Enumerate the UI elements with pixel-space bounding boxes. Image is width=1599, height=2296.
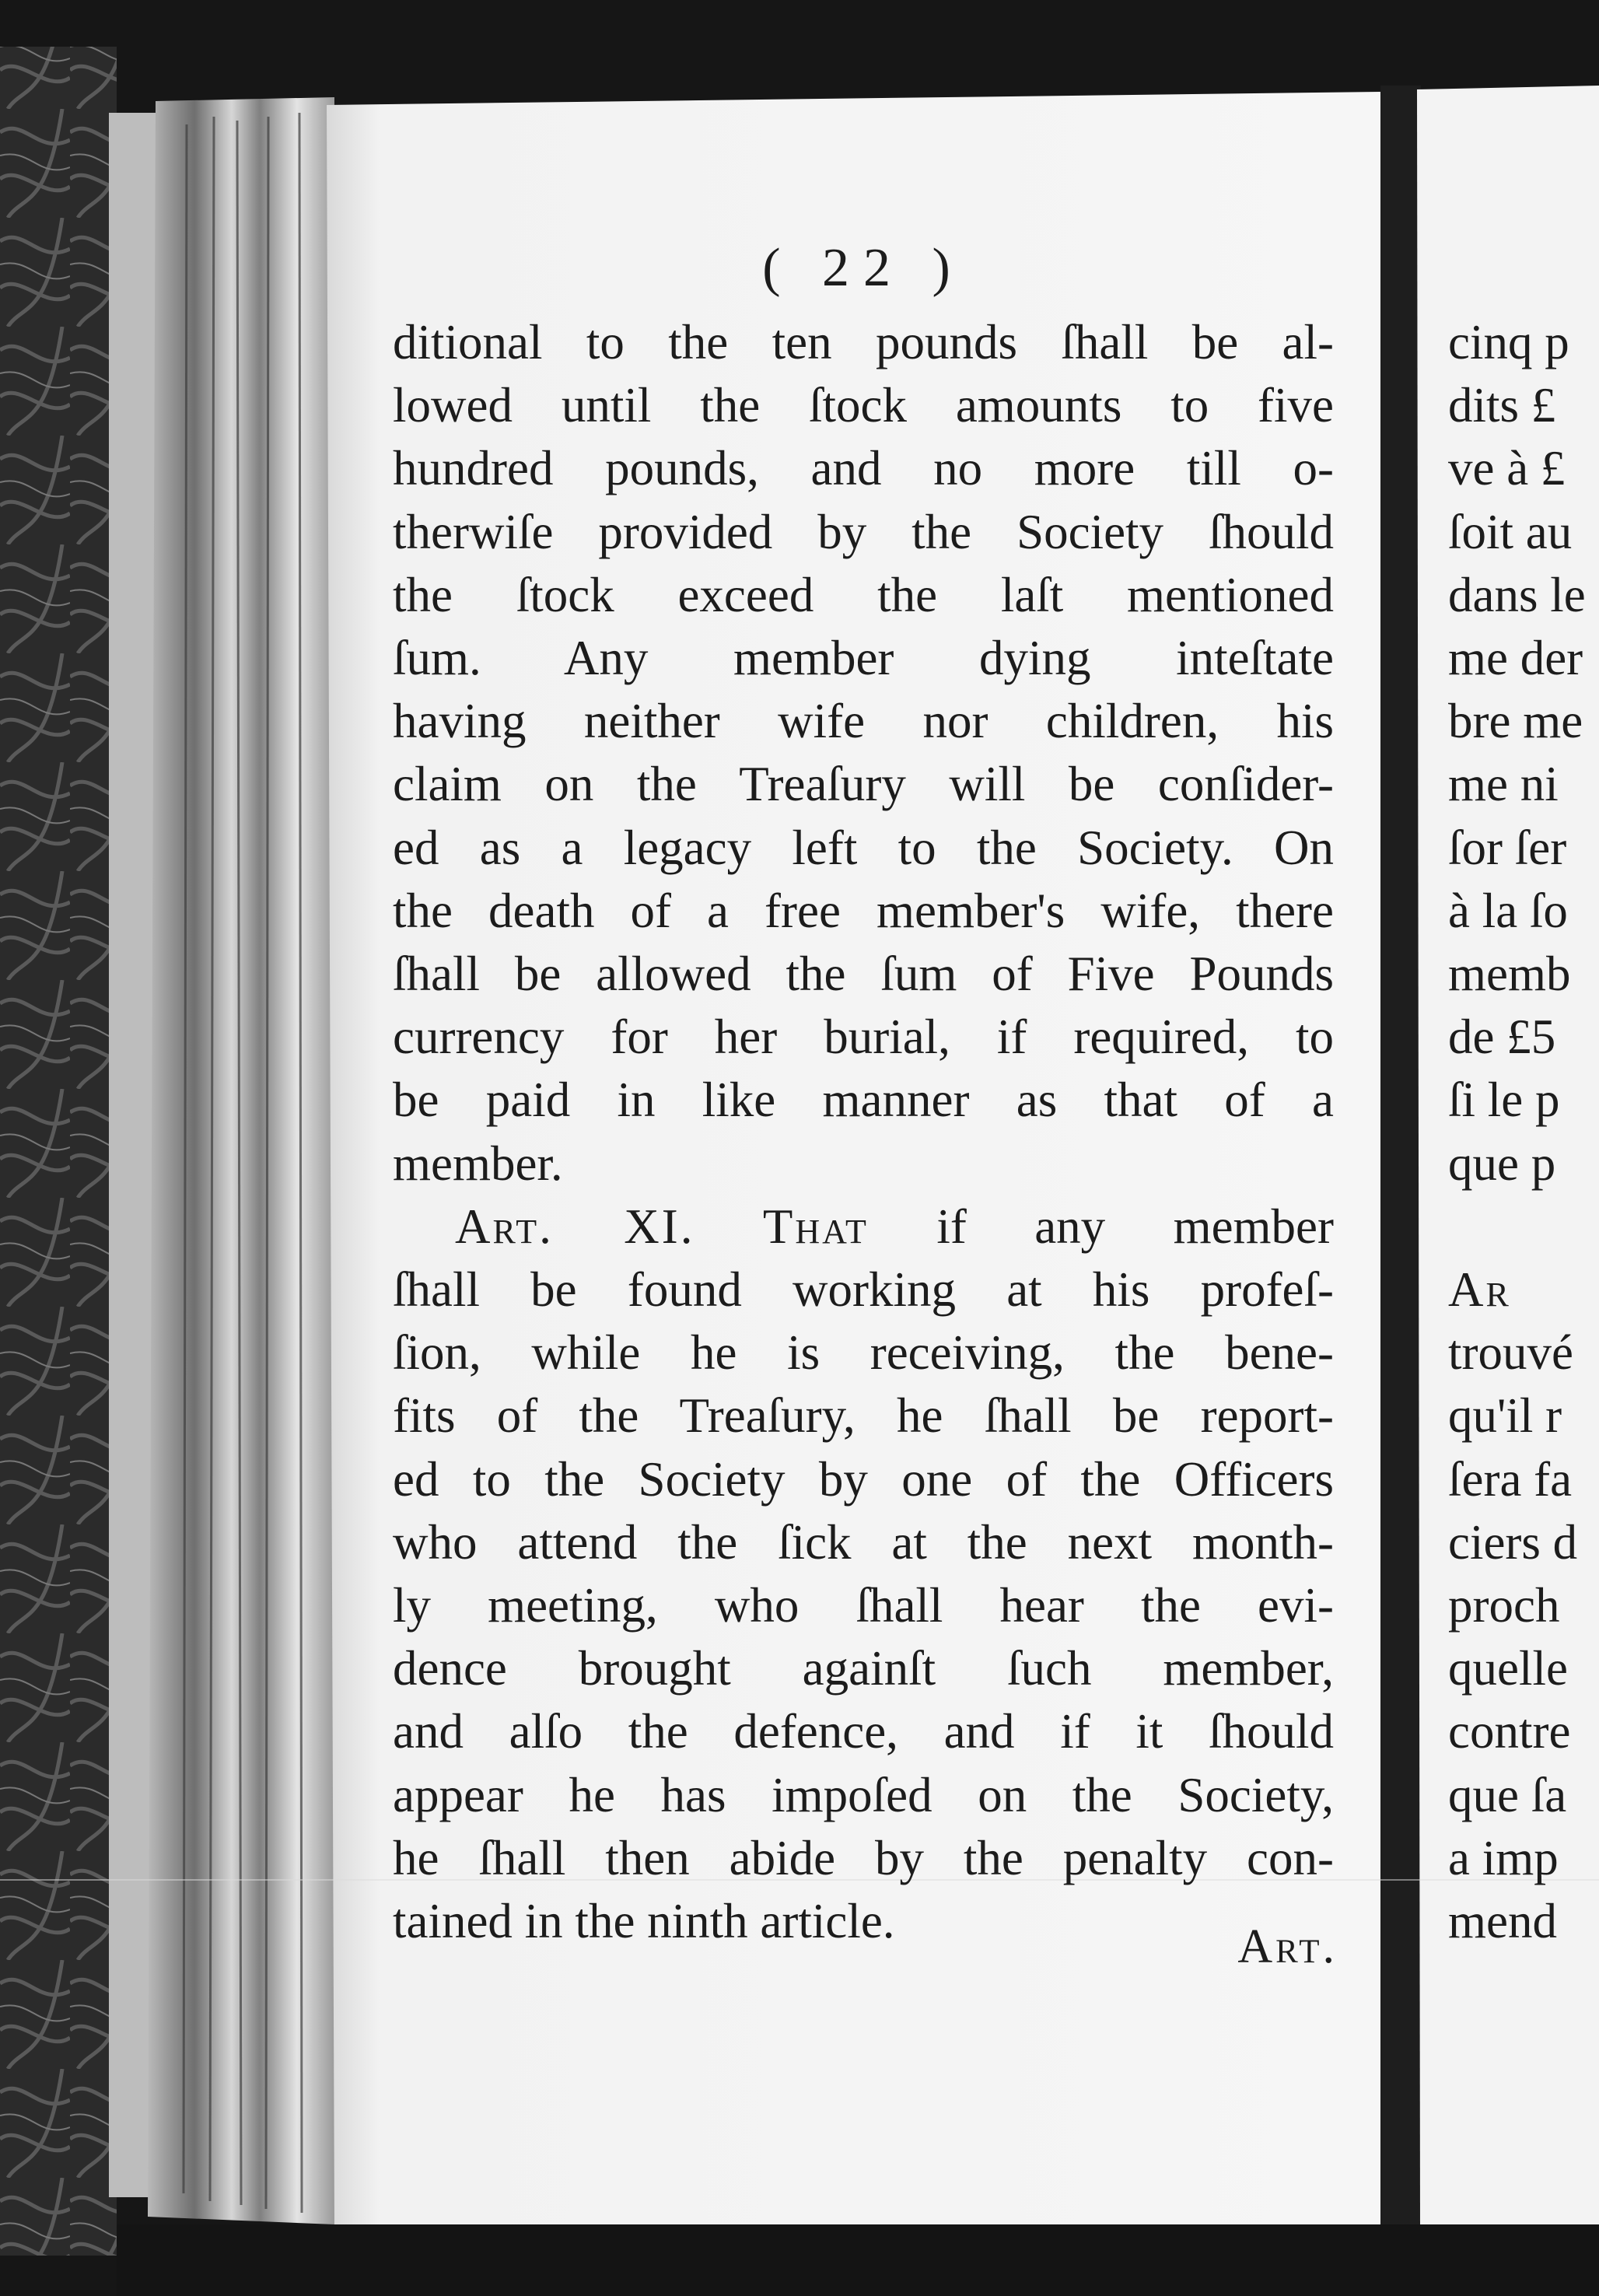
facing-text-line: me ni (1448, 757, 1559, 812)
text-line: ed as a legacy left to the Society. On (393, 820, 1334, 875)
facing-text-line: me der (1448, 631, 1583, 686)
facing-text-line: à la ſo (1448, 883, 1568, 938)
article-heading: Art. XI. (455, 1199, 695, 1254)
facing-text-line: bre me (1448, 694, 1583, 749)
text-line: ſhall be allowed the ſum of Five Pounds (393, 947, 1334, 1002)
facing-text-line: ſor ſer (1448, 820, 1567, 875)
text-line: ed to the Society by one of the Officers (393, 1451, 1334, 1507)
facing-text-line: ſera fa (1448, 1451, 1573, 1507)
text-line: ſum. Any member dying inteſtate (393, 631, 1334, 686)
text-line: therwiſe provided by the Society ſhould (393, 504, 1334, 559)
text-line: dence brought againſt ſuch member, (393, 1641, 1334, 1696)
facing-text-line: dits £ (1448, 378, 1556, 433)
facing-text-line: ciers d (1448, 1514, 1578, 1570)
text-line: tained in the ninth article. (393, 1894, 895, 1949)
facing-text-line: de £5 (1448, 1010, 1556, 1065)
text-line: ſion, while he is receiving, the bene- (393, 1325, 1334, 1381)
text-line: the death of a free member's wife, there (393, 883, 1334, 938)
facing-text-line: cinq p (1448, 315, 1569, 369)
text-line: who attend the ſick at the next month- (393, 1514, 1334, 1570)
facing-text-line: contre (1448, 1704, 1571, 1759)
facing-text-line: mend (1448, 1894, 1557, 1949)
facing-text-line: trouvé (1448, 1325, 1573, 1381)
facing-text-line: dans le (1448, 567, 1586, 622)
text-line: ditional to the ten pounds ſhall be al- (393, 315, 1334, 369)
article-lead-word: That (762, 1199, 869, 1254)
text-line: claim on the Treaſury will be conſider- (393, 757, 1334, 812)
facing-text-line: ſi le p (1448, 1073, 1560, 1128)
text-line: currency for her burial, if required, to (393, 1010, 1334, 1065)
facing-text-line: ſoit au (1448, 504, 1573, 559)
marbled-cover (0, 47, 117, 2256)
text-line: member. (393, 1136, 563, 1191)
facing-text-line: proch (1448, 1578, 1560, 1633)
facing-text-line: ve à £ (1448, 441, 1566, 496)
text-line: fits of the Treaſury, he ſhall be report- (393, 1388, 1334, 1444)
text-line: having neither wife nor children, his (393, 694, 1334, 749)
facing-text-line: memb (1448, 947, 1571, 1002)
facing-text-line: a imp (1448, 1830, 1559, 1885)
facing-text-line: que ſa (1448, 1767, 1567, 1822)
text-line: hundred pounds, and no more till o- (393, 441, 1334, 496)
text-line: be paid in like manner as that of a (393, 1073, 1334, 1128)
facing-text-line: Ar (1448, 1262, 1511, 1318)
facing-text-line: quelle (1448, 1641, 1568, 1696)
article-first-line (393, 1195, 1334, 1258)
facing-text-line: que p (1448, 1136, 1556, 1191)
facing-page-text (1448, 311, 1599, 1953)
text-line: the ſtock exceed the laſt mentioned (393, 567, 1334, 622)
page-number: ( 22 ) (762, 238, 964, 298)
text-line: ſhall be found working at his profeſ- (393, 1262, 1334, 1318)
facing-text-line (1448, 1195, 1599, 1258)
text-line: lowed until the ſtock amounts to five (393, 378, 1334, 433)
facing-text-line: qu'il r (1448, 1388, 1562, 1444)
page-body (393, 311, 1334, 1953)
gutter (1380, 86, 1421, 2256)
text-line: appear he has impoſed on the Society, (393, 1767, 1334, 1822)
text-line: and alſo the defence, and if it ſhould (393, 1704, 1334, 1759)
text-line: he ſhall then abide by the penalty con- (393, 1830, 1334, 1885)
text-line: ly meeting, who ſhall hear the evi- (393, 1578, 1334, 1633)
catchword: Art. (1237, 1920, 1338, 1973)
article-first-line-text: if any member (936, 1199, 1334, 1254)
